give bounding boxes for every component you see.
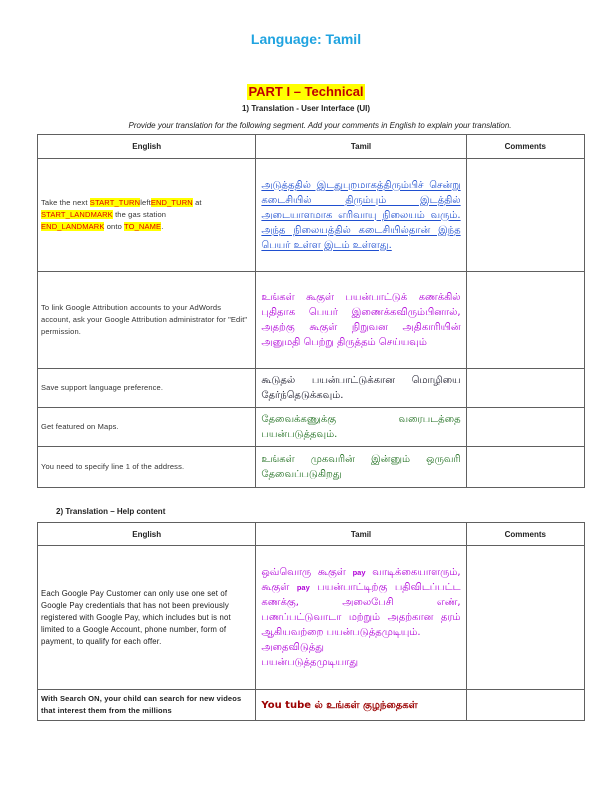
- section1-heading: 1) Translation - User Interface (UI): [241, 104, 371, 113]
- english-cell: [38, 690, 256, 721]
- tamil-translation-cell[interactable]: You tube ல் உங்கள் குழந்தைகள்: [256, 690, 466, 721]
- column-header-comments: Comments: [466, 523, 584, 546]
- tamil-text-english-term: pay: [296, 583, 310, 592]
- table-header-row: [38, 135, 585, 159]
- column-header-comments: Comments: [466, 135, 584, 159]
- placeholder-tag: START_LANDMARK: [41, 210, 113, 219]
- column-header-tamil: Tamil: [256, 135, 466, 159]
- column-header-english: English: [38, 523, 256, 546]
- english-cell: Each Google Pay Customer can only use one set of Google Pay credentials that has not been previously registered with Google Pay, which includes but is not limited to a Google Account, phone number, form of payment, to qualify for each offer.: [38, 546, 256, 690]
- part-title: PART I – Technical: [248, 84, 364, 99]
- english-text: the gas station: [112, 210, 167, 219]
- tamil-translation-cell[interactable]: [256, 546, 466, 690]
- tamil-translation-cell[interactable]: உங்கள் முகவரின் இன்னும் ஒருவரி தேவைப்படுகிறது: [256, 447, 466, 488]
- english-text-emphasis: ON: [88, 694, 100, 703]
- tamil-translation-cell[interactable]: உங்கள் கூகுள் பயன்பாட்டுக் கணக்கில் புதிதாக பெயர் இணைக்கவிரும்பினால், அதற்கு கூகுள் நிறுவன அதிகாரியின் அனுமதி பெற்று திருத்தம் செய்யவும்: [256, 272, 466, 369]
- language-title: Language: Tamil: [250, 31, 362, 47]
- comments-cell[interactable]: [466, 408, 584, 447]
- table-row: [38, 272, 585, 369]
- part-title-container: [0, 83, 612, 101]
- english-cell: [38, 159, 256, 272]
- english-text: left: [140, 198, 151, 207]
- table-row: [38, 546, 585, 690]
- ui-translation-table: [37, 134, 585, 488]
- comments-cell[interactable]: [466, 447, 584, 488]
- table-row: [38, 408, 585, 447]
- tamil-text: ஒவ்வொரு கூகுள்: [261, 567, 353, 578]
- table-row: [38, 369, 585, 408]
- placeholder-tag: START_TURN: [89, 198, 141, 207]
- english-cell: Get featured on Maps.: [38, 408, 256, 447]
- tamil-text: அதைவிடுத்து: [261, 642, 324, 653]
- english-text: onto: [104, 222, 125, 231]
- tamil-translation-cell[interactable]: அடுத்ததில் இடதுபுறமாகத்திரும்பிச் சென்று கடைசியில் திரும்பும் இடத்தில் அடையாளமாக எரிவாயு நிலையம் வரும். அந்த நிலையத்தில் கடைசியில்தான் இந்த பெயர் உள்ள இடம் உள்ளது.: [256, 159, 466, 272]
- table-row: [38, 447, 585, 488]
- english-text: With Search: [41, 694, 89, 703]
- section1-instructions: Provide your translation for the following segment. Add your comments in English to explain your translation.: [128, 121, 512, 130]
- help-content-translation-table: [37, 522, 585, 721]
- comments-cell[interactable]: [466, 272, 584, 369]
- english-text: , your child can search for new videos that interest them from the millions: [41, 694, 242, 715]
- tamil-text-english-term: pay: [352, 568, 366, 577]
- tamil-translation-cell[interactable]: தேவைக்கணுக்கு வரைபடத்தை பயன்படுத்தவும்.: [256, 408, 466, 447]
- column-header-tamil: Tamil: [256, 523, 466, 546]
- table-row: [38, 159, 585, 272]
- table-row: [38, 690, 585, 721]
- comments-cell[interactable]: [466, 690, 584, 721]
- table-header-row: [38, 523, 585, 546]
- tamil-translation-cell[interactable]: கூடுதல் பயன்பாட்டுக்கான மொழியை தேர்ந்தெடுக்கவும்.: [256, 369, 466, 408]
- placeholder-tag: TO_NAME: [124, 222, 162, 231]
- comments-cell[interactable]: [466, 159, 584, 272]
- tamil-text: வாடிக்கையாளரும், கூகுள்: [261, 567, 461, 593]
- comments-cell[interactable]: [466, 546, 584, 690]
- column-header-english: English: [38, 135, 256, 159]
- comments-cell[interactable]: [466, 369, 584, 408]
- english-cell: Save support language preference.: [38, 369, 256, 408]
- english-text: Take the next: [41, 198, 90, 207]
- tamil-text: பயன்பாட்டிற்கு பதிவிடப்பட்ட கணக்கு, அலைபேசி எண், பணப்பட்டுவாடா மற்றும் அதற்கான தரம் ஆகியவற்றை பயன்படுத்தமுடியும்.: [261, 582, 461, 638]
- section2-heading: 2) Translation – Help content: [56, 507, 166, 516]
- placeholder-tag: END_LANDMARK: [41, 222, 105, 231]
- placeholder-tag: END_TURN: [150, 198, 193, 207]
- english-text: .: [161, 222, 164, 231]
- english-text: at: [192, 198, 202, 207]
- english-cell: To link Google Attribution accounts to your AdWords account, ask your Google Attribution administrator for "Edit" permission.: [38, 272, 256, 369]
- tamil-text: பயன்படுத்தமுடியாது: [261, 657, 359, 668]
- english-cell: You need to specify line 1 of the address.: [38, 447, 256, 488]
